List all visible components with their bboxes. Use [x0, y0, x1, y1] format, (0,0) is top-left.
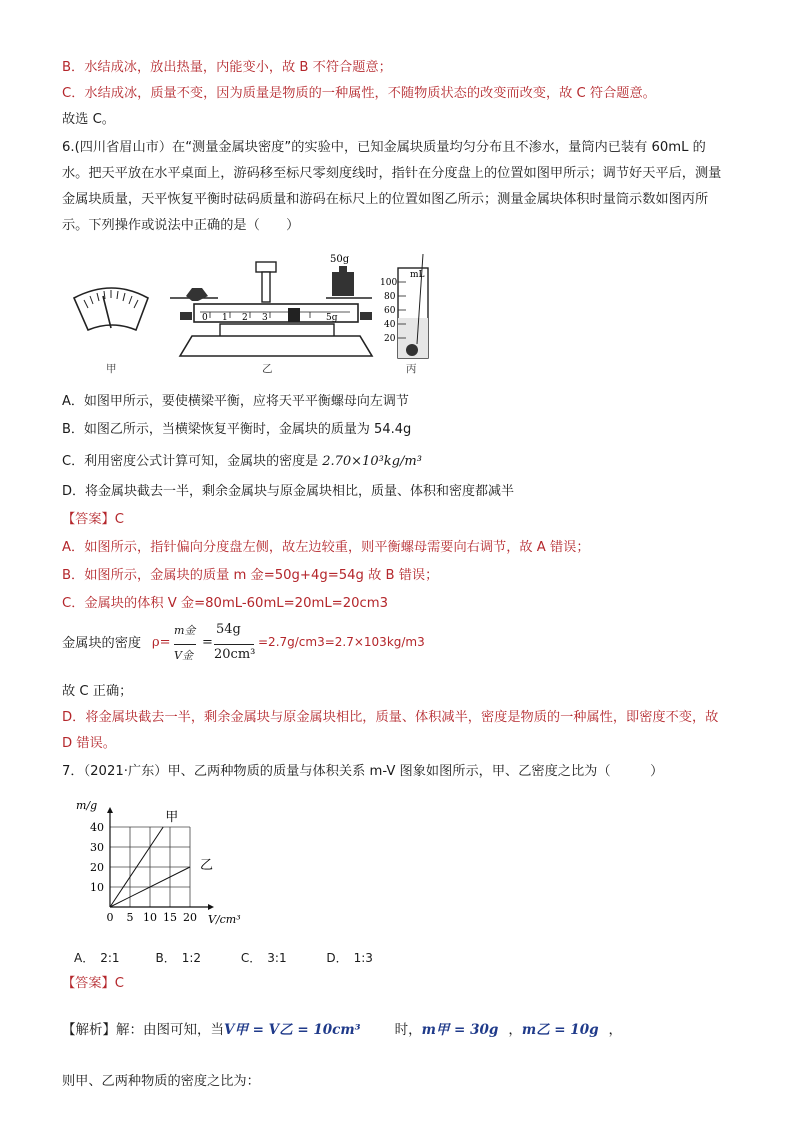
formula-v-jin: V金	[174, 649, 193, 662]
x-tick-label-15: 15	[163, 911, 177, 924]
q7-analysis-mid: 时，	[394, 1022, 422, 1038]
x-tick-label-5: 5	[126, 911, 134, 924]
scale-tick-2: 2	[242, 313, 248, 323]
scale-tick-0: 0	[202, 313, 208, 323]
caption-yi: 乙	[262, 363, 273, 375]
q7-answer: 【答案】C	[62, 976, 124, 991]
dial-jia-figure	[74, 288, 148, 375]
q7-analysis-pre: 【解析】解：由图可知，当	[62, 1022, 224, 1038]
mv-chart	[72, 795, 252, 935]
x-tick-label-20: 20	[183, 911, 197, 924]
cylinder-bing-figure	[380, 254, 428, 375]
q6-explain-c: C．金属块的体积 V 金=80mL-60mL=20mL=20cm3	[62, 596, 388, 611]
q6-stem-1: 6.(四川省眉山市）在“测量金属块密度”的实验中，已知金属块质量均匀分布且不渗水，量筒内已装有 60mL 的	[62, 140, 706, 155]
fraction-bar-2	[214, 644, 254, 645]
q6-explain-c-correct: 故 C 正确；	[62, 684, 133, 699]
q6-stem-4: 示。下列操作或说法中正确的是（ ）	[62, 218, 300, 233]
chart-ylabel: m/g	[76, 799, 98, 812]
scale-tick-5g: 5g	[326, 313, 338, 323]
formula-denominator: 20cm³	[214, 647, 256, 662]
cylinder-tick-40: 40	[384, 320, 396, 330]
q6-explain-b: B．如图所示，金属块的质量 m 金=50g+4g=54g 故 B 错误；	[62, 568, 439, 583]
x-tick-label-10: 10	[143, 911, 157, 924]
y-tick-label-20: 20	[90, 861, 104, 874]
q6-option-b: B．如图乙所示，当横梁恢复平衡时，金属块的质量为 54.4g	[62, 422, 412, 437]
q6-answer: 【答案】C	[62, 512, 124, 527]
cylinder-tick-60: 60	[384, 306, 396, 316]
density-label: 金属块的密度	[62, 636, 142, 651]
text-line-select-c: 故选 C。	[62, 112, 115, 127]
series-label-0: 甲	[165, 810, 179, 825]
q7-comma-2: ，	[608, 1022, 623, 1038]
q7-analysis	[62, 1020, 622, 1040]
formula-m-jin: m金	[174, 624, 196, 637]
scale-tick-1: 1	[222, 313, 228, 323]
fraction-bar-1	[174, 644, 196, 645]
y-tick-label-30: 30	[90, 841, 104, 854]
formula-tail: =2.7g/cm3=2.7×103kg/m3	[258, 635, 425, 649]
q6-stem-3: 金属块质量，天平恢复平衡时砝码质量和游码在标尺上的位置如图乙所示；测量金属块体积时量筒示数如图丙所	[62, 192, 709, 207]
cylinder-tick-100: 100	[380, 278, 398, 288]
q7-m-yi-math: m乙 = 10g	[521, 1022, 599, 1038]
q6-explain-d-1: D．将金属块截去一半，剩余金属块与原金属块相比，质量、体积减半，密度是物质的一种属性，即密度不变，故	[62, 710, 719, 725]
q7-stem: 7．（2021·广东）甲、乙两种物质的质量与体积关系 m-V 图象如图所示，甲、乙密度之比为（ ）	[62, 764, 664, 779]
y-tick-label-10: 10	[90, 881, 104, 894]
y-tick-label-40: 40	[90, 821, 104, 834]
text-line-c-ice: C．水结成冰，质量不变，因为质量是物质的一种属性，不随物质状态的改变而改变，故 C 符合题意。	[62, 86, 656, 101]
caption-jia: 甲	[106, 363, 117, 375]
balance-yi-figure	[170, 254, 372, 375]
formula-rho: ρ=	[152, 635, 171, 650]
y-axis-arrow	[107, 807, 113, 813]
cylinder-tick-20: 20	[384, 334, 396, 344]
q6-explain-d-2: D 错误。	[62, 736, 116, 751]
q7-comma-1: ，	[508, 1022, 522, 1038]
series-label-1: 乙	[200, 858, 214, 873]
caption-bing: 丙	[406, 363, 417, 375]
q6-option-c	[62, 452, 422, 472]
q6-option-a: A．如图甲所示，要使横梁平衡，应将天平平衡螺母向左调节	[62, 394, 409, 409]
q7-options: A． 2:1 B． 1:2 C． 3:1 D． 1:3	[74, 951, 373, 965]
q6-stem-2: 水。把天平放在水平桌面上，游码移至标尺零刻度线时，指针在分度盘上的位置如图甲所示；调节好天平后，测量	[62, 166, 722, 181]
scale-tick-3: 3	[262, 313, 268, 323]
q7-m-jia-math: m甲 = 30g	[421, 1022, 499, 1038]
cylinder-unit: mL	[410, 270, 425, 280]
text-line-b-ice: B．水结成冰，放出热量，内能变小，故 B 不符合题意；	[62, 60, 392, 75]
q6-option-d: D．将金属块截去一半，剩余金属块与原金属块相比，质量、体积和密度都减半	[62, 484, 515, 499]
q6-figure	[60, 248, 460, 383]
q6-option-c-text: C．利用密度公式计算可知，金属块的密度是	[62, 454, 323, 469]
formula-numerator: 54g	[216, 622, 241, 637]
density-formula: ρ= m金 V金 = 54g 20cm³ =2.7g/cm3=2.7×103kg/m3	[152, 622, 425, 662]
q6-option-c-value: 2.70×10³kg/m³	[322, 454, 422, 469]
weight-label: 50g	[330, 254, 350, 265]
q7-last-line: 则甲、乙两种物质的密度之比为：	[62, 1074, 260, 1089]
x-axis-arrow	[208, 904, 214, 910]
x-tick-label-0: 0	[106, 911, 114, 924]
cylinder-tick-80: 80	[384, 292, 396, 302]
q7-cond-math: V甲 = V乙 = 10cm³	[224, 1022, 361, 1038]
q6-explain-a: A．如图所示，指针偏向分度盘左侧，故左边较重，则平衡螺母需要向右调节，故 A 错误；	[62, 540, 590, 555]
chart-xlabel: V/cm³	[208, 913, 241, 926]
